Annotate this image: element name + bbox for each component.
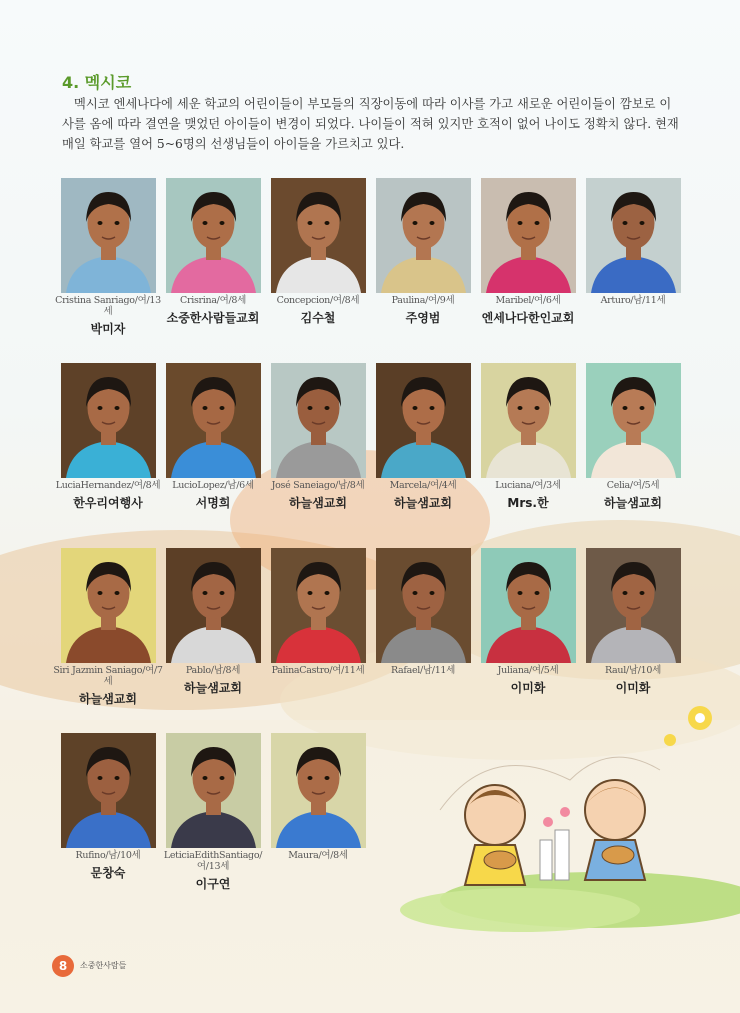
child-photo: [61, 178, 156, 293]
child-card: [368, 363, 478, 511]
child-card: [158, 178, 268, 326]
sponsor-name: 이구연: [195, 877, 231, 891]
child-photo: [166, 178, 261, 293]
section-heading: 4. 멕시코: [62, 73, 132, 92]
child-photo: [481, 178, 576, 293]
child-photo: [586, 363, 681, 478]
child-caption: Raul/남/10세: [604, 665, 662, 676]
child-photo: [166, 548, 261, 663]
sponsor-name: Mrs.한: [507, 496, 549, 510]
sponsor-name: 김수철: [300, 311, 336, 325]
child-card: [578, 548, 688, 696]
child-photo: [271, 733, 366, 848]
sponsor-name: 하늘샘교회: [394, 496, 452, 510]
child-photo: [61, 548, 156, 663]
child-card: [53, 548, 163, 707]
sponsor-name: 주영범: [405, 311, 441, 325]
section-intro-paragraph: 멕시코 엔세나다에 세운 학교의 어린이들이 부모들의 직장이동에 따라 이사를 가고 새로운 어린이들이 깜보로 이사를 옴에 따라 결연을 맺었던 아이들이 변경이 되었다. 나이들이 적혀 있지만 호적이 없어 나이도 정확치 않다. 현재 매일 학교를 열어 5~6명의 선생님들이 아이들을 가르치고 있다.: [62, 97, 679, 151]
child-photo: [481, 548, 576, 663]
child-caption: Arturo/남/11세: [600, 295, 666, 306]
child-caption: Cristina Sanriago/여/13세: [55, 295, 161, 317]
child-card: [263, 363, 373, 511]
sponsor-name: 한우리여행사: [73, 496, 143, 510]
child-card: [53, 363, 163, 511]
child-caption: Rafael/남/11세: [390, 665, 456, 676]
child-caption: LeticiaEdithSantiago/여/13세: [163, 850, 263, 872]
child-caption: Paulina/여/9세: [391, 295, 455, 306]
sponsor-name: 소중한사람들교회: [166, 311, 260, 325]
child-caption: Concepcion/여/8세: [276, 295, 360, 306]
sponsor-name: 하늘샘교회: [184, 681, 242, 695]
child-photo: [586, 548, 681, 663]
child-card: [368, 178, 478, 326]
child-caption: PalinaCastro/여/11세: [271, 665, 365, 676]
child-caption: Juliana/여/5세: [497, 665, 559, 676]
child-photo: [271, 178, 366, 293]
child-card: [53, 178, 163, 337]
publication-name: 소중한사람들: [80, 961, 127, 970]
child-card: [263, 548, 373, 676]
child-card: [368, 548, 478, 676]
sponsor-name: 이미화: [510, 681, 546, 695]
sponsor-name: 이미화: [615, 681, 651, 695]
sponsor-name: 엔세나다한인교회: [481, 311, 575, 325]
child-card: [578, 363, 688, 511]
child-photo: [271, 548, 366, 663]
child-caption: Maribel/여/6세: [495, 295, 561, 306]
child-card: [473, 363, 583, 511]
child-photo: [481, 363, 576, 478]
child-card: [158, 363, 268, 511]
child-card: [53, 733, 163, 881]
sponsor-name: 하늘샘교회: [79, 692, 137, 706]
sponsor-name: 박미자: [90, 322, 126, 336]
child-card: [158, 733, 268, 892]
sponsor-name: 문창숙: [90, 866, 126, 880]
sponsor-name: 하늘샘교회: [289, 496, 347, 510]
child-photo: [376, 363, 471, 478]
child-caption: LucioLopez/남/6세: [172, 480, 254, 491]
child-card: [578, 178, 688, 306]
child-photo: [61, 733, 156, 848]
child-caption: Luciana/여/3세: [495, 480, 561, 491]
child-caption: Siri Jazmin Saniago/여/7세: [53, 665, 163, 687]
sponsor-name: 서명희: [195, 496, 231, 510]
child-caption: Pablo/남/8세: [185, 665, 241, 676]
child-photo: [376, 548, 471, 663]
child-caption: Marcela/여/4세: [389, 480, 457, 491]
child-card: [473, 178, 583, 326]
child-caption: Rufino/남/10세: [75, 850, 141, 861]
child-caption: Maura/여/8세: [288, 850, 348, 861]
child-caption: Celia/여/5세: [606, 480, 660, 491]
child-caption: LuciaHernandez/여/8세: [55, 480, 161, 491]
child-photo: [166, 733, 261, 848]
child-card: [473, 548, 583, 696]
child-caption: Crisrina/여/8세: [180, 295, 246, 306]
child-caption: José Saneiago/남/8세: [271, 480, 365, 491]
child-photo: [376, 178, 471, 293]
child-photo: [166, 363, 261, 478]
sponsor-name: 하늘샘교회: [604, 496, 662, 510]
page-number: 8: [52, 955, 74, 977]
child-photo: [271, 363, 366, 478]
child-card: [263, 178, 373, 326]
child-photo: [586, 178, 681, 293]
child-photo: [61, 363, 156, 478]
child-card: [263, 733, 373, 861]
child-card: [158, 548, 268, 696]
